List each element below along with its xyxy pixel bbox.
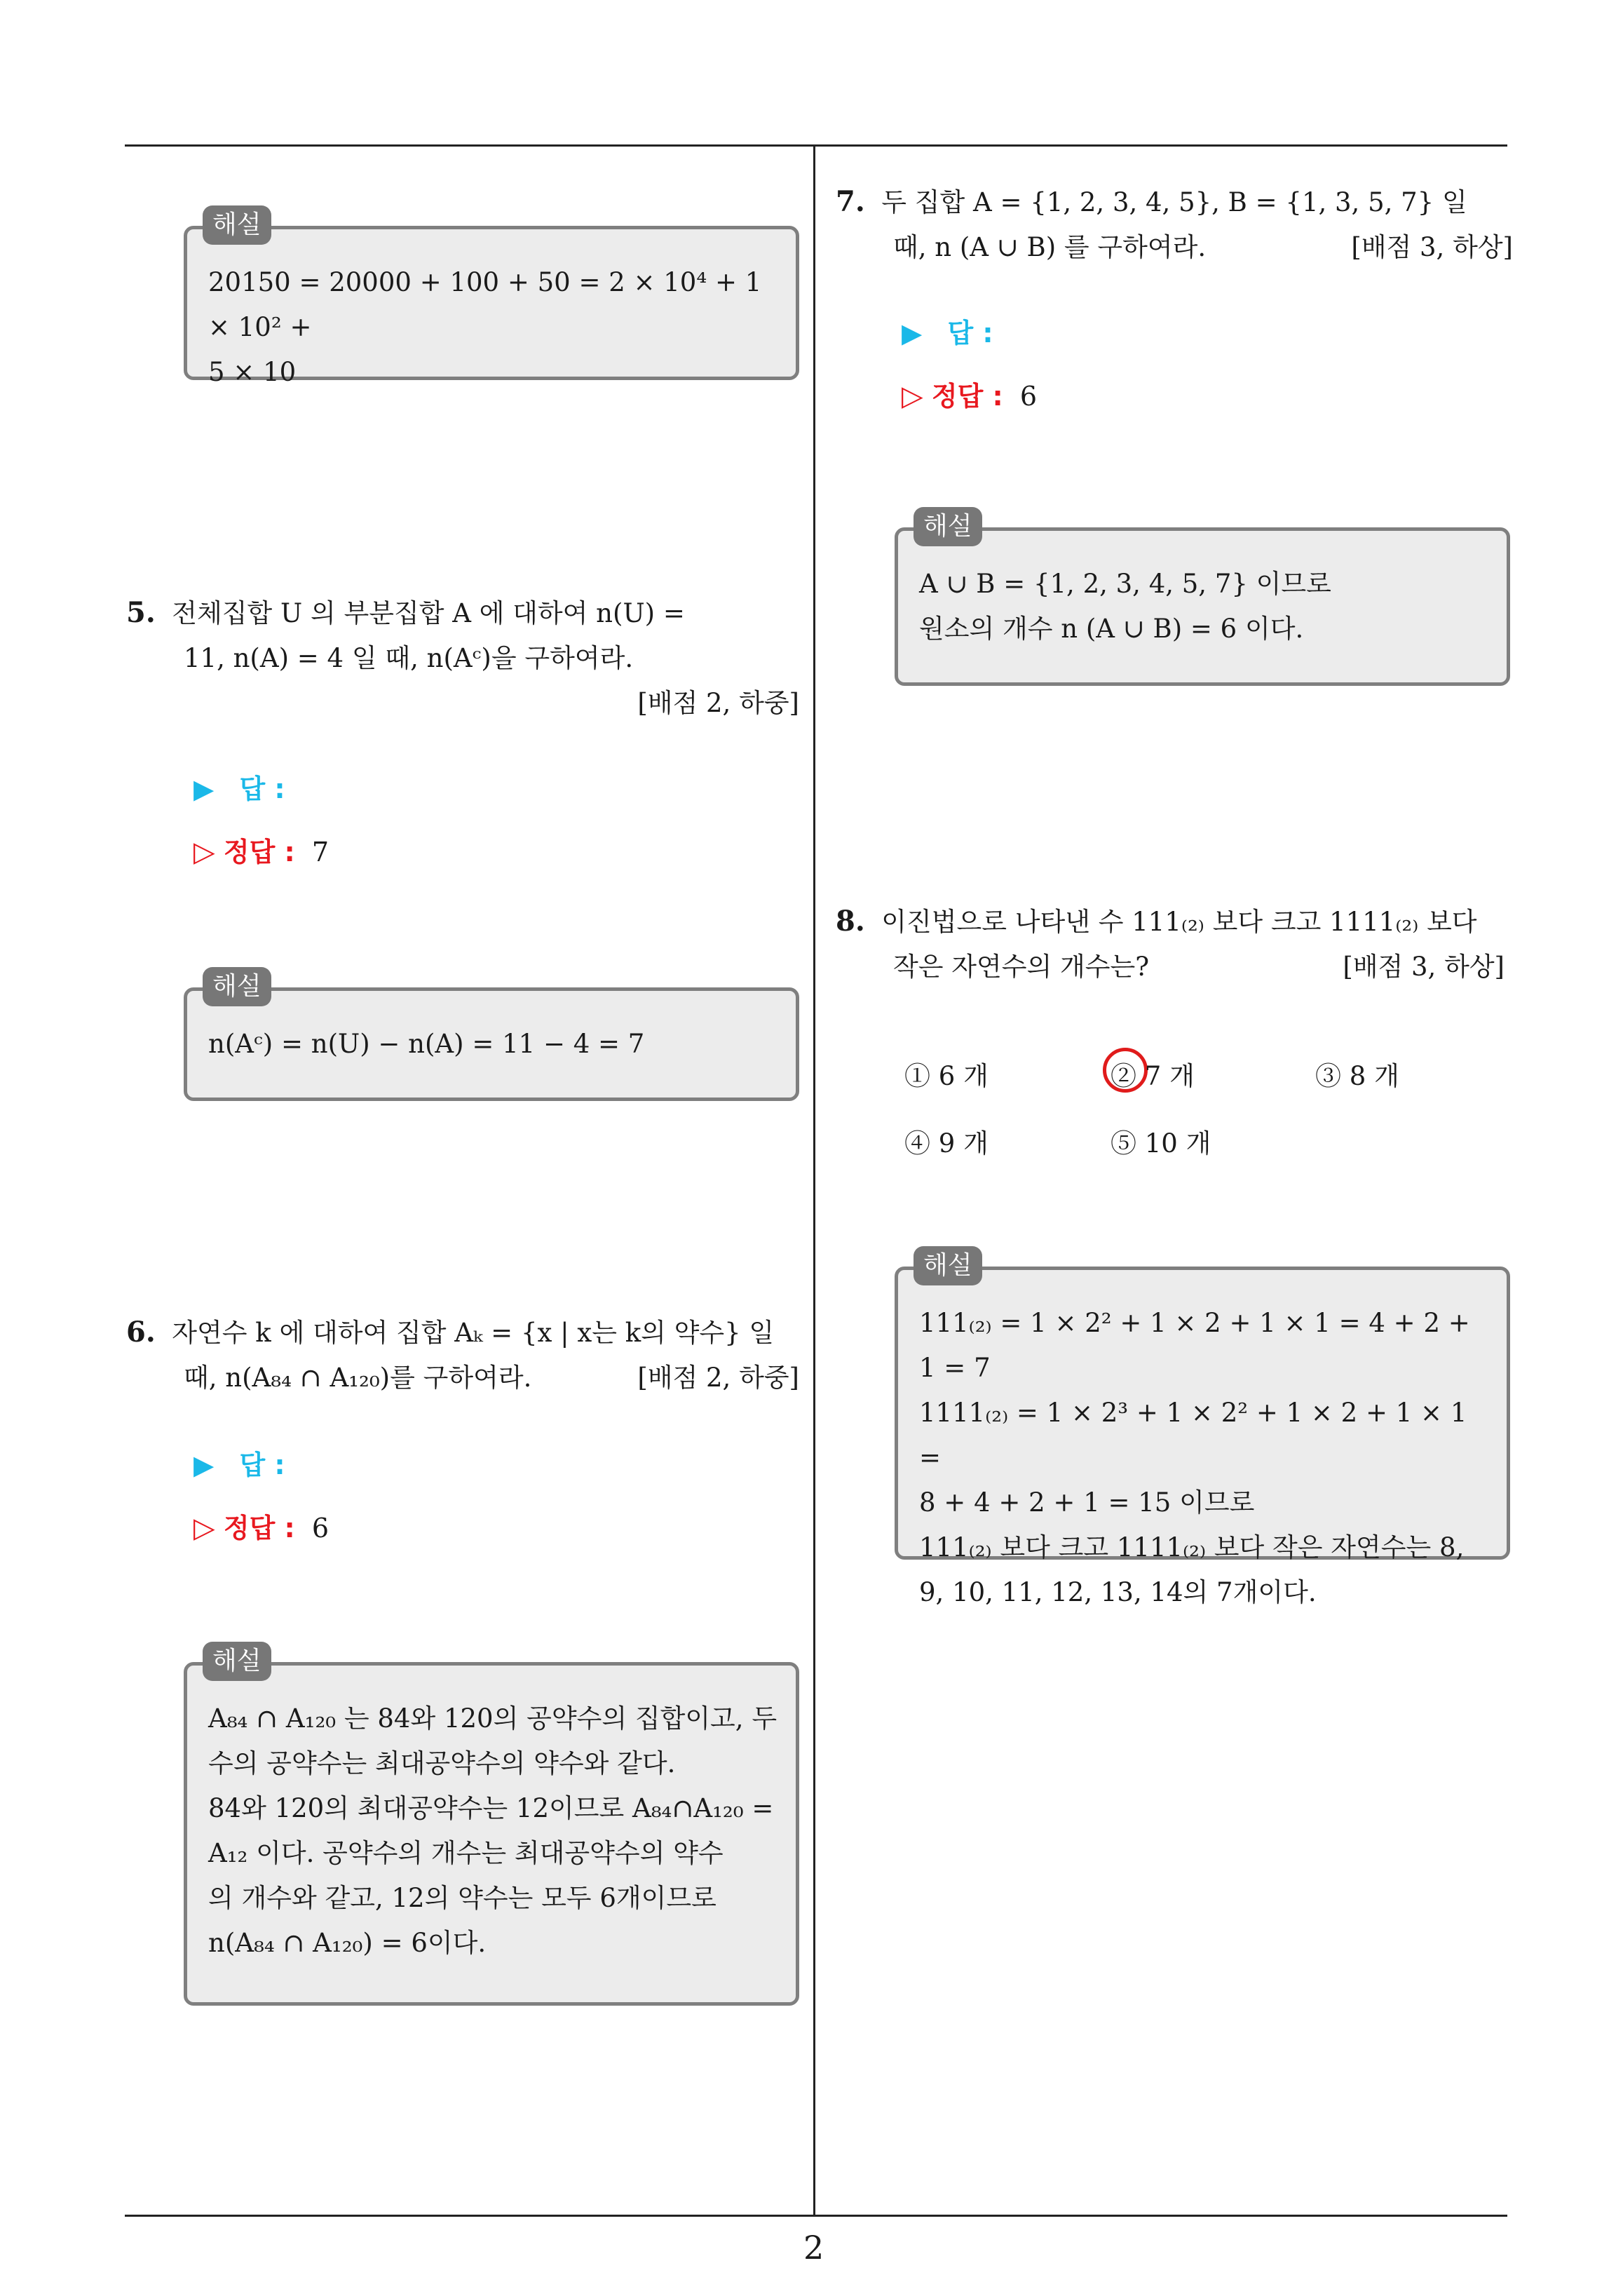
answer-label: 답 : — [239, 774, 285, 804]
question-7 — [836, 180, 1513, 270]
triangle-outline-icon: ▷ — [193, 836, 215, 868]
question-number: 8. — [836, 905, 865, 938]
triangle-outline-icon: ▷ — [193, 1512, 215, 1544]
choice-3[interactable]: ③ 8 개 — [1315, 1061, 1399, 1091]
solution-box-q4 — [184, 210, 799, 387]
correct-value: 6 — [311, 1513, 330, 1544]
play-icon: ▶ — [193, 774, 215, 804]
choice-4[interactable]: ④ 9 개 — [904, 1128, 989, 1159]
question-number: 7. — [836, 185, 865, 218]
correct-row — [193, 1506, 329, 1545]
question-number: 5. — [126, 596, 156, 629]
solution-tag: 해설 — [914, 1246, 982, 1285]
correct-row — [902, 374, 1037, 413]
play-icon: ▶ — [193, 1450, 215, 1480]
choice-5[interactable]: ⑤ 10 개 — [1111, 1128, 1211, 1159]
correct-label: 정답 : — [223, 837, 295, 867]
correct-row — [193, 830, 329, 869]
play-icon: ▶ — [902, 318, 923, 349]
solution-line: 5 × 10 — [208, 357, 297, 387]
solution-line: 84와 120의 최대공약수는 12이므로 A₈₄∩A₁₂₀ = — [208, 1793, 774, 1823]
question-text: 때, n(A₈₄ ∩ A₁₂₀)를 구하여라. — [184, 1363, 532, 1393]
solution-tag: 해설 — [203, 1642, 271, 1681]
question-text: 자연수 k 에 대하여 집합 Aₖ = {x | x는 k의 약수} 일 — [172, 1318, 775, 1348]
answer-row — [193, 1443, 285, 1482]
column-divider — [813, 146, 815, 2216]
triangle-outline-icon: ▷ — [902, 380, 923, 412]
solution-line: 9, 10, 11, 12, 13, 14의 7개이다. — [919, 1577, 1317, 1607]
question-number: 6. — [126, 1316, 156, 1349]
solution-line: 원소의 개수 n (A ∪ B) = 6 이다. — [919, 614, 1304, 644]
solution-line: 수의 공약수는 최대공약수의 약수와 같다. — [208, 1748, 676, 1778]
solution-line: A₁₂ 이다. 공약수의 개수는 최대공약수의 약수 — [208, 1838, 724, 1868]
solution-line: 의 개수와 같고, 12의 약수는 모두 6개이므로 — [208, 1883, 717, 1913]
solution-line: 8 + 4 + 2 + 1 = 15 이므로 — [919, 1487, 1255, 1518]
solution-line: 20150 = 20000 + 100 + 50 = 2 × 10⁴ + 1 × 10² + — [208, 267, 762, 342]
solution-tag: 해설 — [914, 507, 982, 546]
choice-2[interactable]: ② 7 개 — [1111, 1061, 1195, 1091]
correct-value: 6 — [1019, 381, 1038, 412]
question-text: 전체집합 U 의 부분집합 A 에 대하여 n(U) = — [172, 598, 685, 628]
points-label: [배점 3, 하상] — [1351, 232, 1513, 262]
solution-line: 111₍₂₎ = 1 × 2² + 1 × 2 + 1 × 1 = 4 + 2 + 1 = 7 — [919, 1308, 1470, 1383]
solution-tag: 해설 — [203, 205, 271, 245]
solution-line: n(Aᶜ) = n(U) − n(A) = 11 − 4 = 7 — [208, 1029, 645, 1059]
correct-label: 정답 : — [223, 1513, 295, 1544]
solution-line: A ∪ B = {1, 2, 3, 4, 5, 7} 이므로 — [919, 569, 1331, 599]
correct-label: 정답 : — [931, 381, 1003, 412]
bottom-rule — [125, 2215, 1507, 2217]
page-number: 2 — [803, 2229, 824, 2267]
answer-row — [193, 767, 285, 806]
solution-tag: 해설 — [203, 967, 271, 1006]
question-6 — [126, 1310, 799, 1400]
solution-box-q5 — [184, 972, 799, 1101]
points-label: [배점 3, 하상] — [1343, 952, 1505, 982]
solution-box-q6 — [184, 1647, 799, 2006]
top-rule — [125, 144, 1507, 147]
question-text: 11, n(A) = 4 일 때, n(Aᶜ)을 구하여라. — [184, 643, 634, 673]
solution-line: 1111₍₂₎ = 1 × 2³ + 1 × 2² + 1 × 2 + 1 × 1 = — [919, 1398, 1467, 1473]
solution-line: n(A₈₄ ∩ A₁₂₀) = 6이다. — [208, 1928, 487, 1958]
answer-label: 답 : — [947, 318, 993, 349]
solution-line: A₈₄ ∩ A₁₂₀ 는 84와 120의 공약수의 집합이고, 두 — [208, 1703, 777, 1734]
solution-line: 111₍₂₎ 보다 크고 1111₍₂₎ 보다 작은 자연수는 8, — [919, 1532, 1465, 1562]
answer-label: 답 : — [239, 1450, 285, 1480]
question-text: 때, n (A ∪ B) 를 구하여라. — [893, 232, 1207, 262]
points-label: [배점 2, 하중] — [637, 688, 799, 718]
points-label: [배점 2, 하중] — [637, 1363, 799, 1393]
question-text: 이진법으로 나타낸 수 111₍₂₎ 보다 크고 1111₍₂₎ 보다 — [881, 907, 1477, 937]
question-5 — [126, 590, 799, 726]
question-8 — [836, 899, 1513, 990]
solution-box-q8 — [895, 1251, 1510, 1607]
answer-row — [902, 311, 993, 350]
question-text: 두 집합 A = {1, 2, 3, 4, 5}, B = {1, 3, 5, 7} 일 — [881, 187, 1467, 217]
question-text: 작은 자연수의 개수는? — [893, 952, 1150, 982]
correct-value: 7 — [311, 837, 330, 867]
choice-1[interactable]: ① 6 개 — [904, 1061, 989, 1091]
solution-box-q7 — [895, 512, 1510, 686]
